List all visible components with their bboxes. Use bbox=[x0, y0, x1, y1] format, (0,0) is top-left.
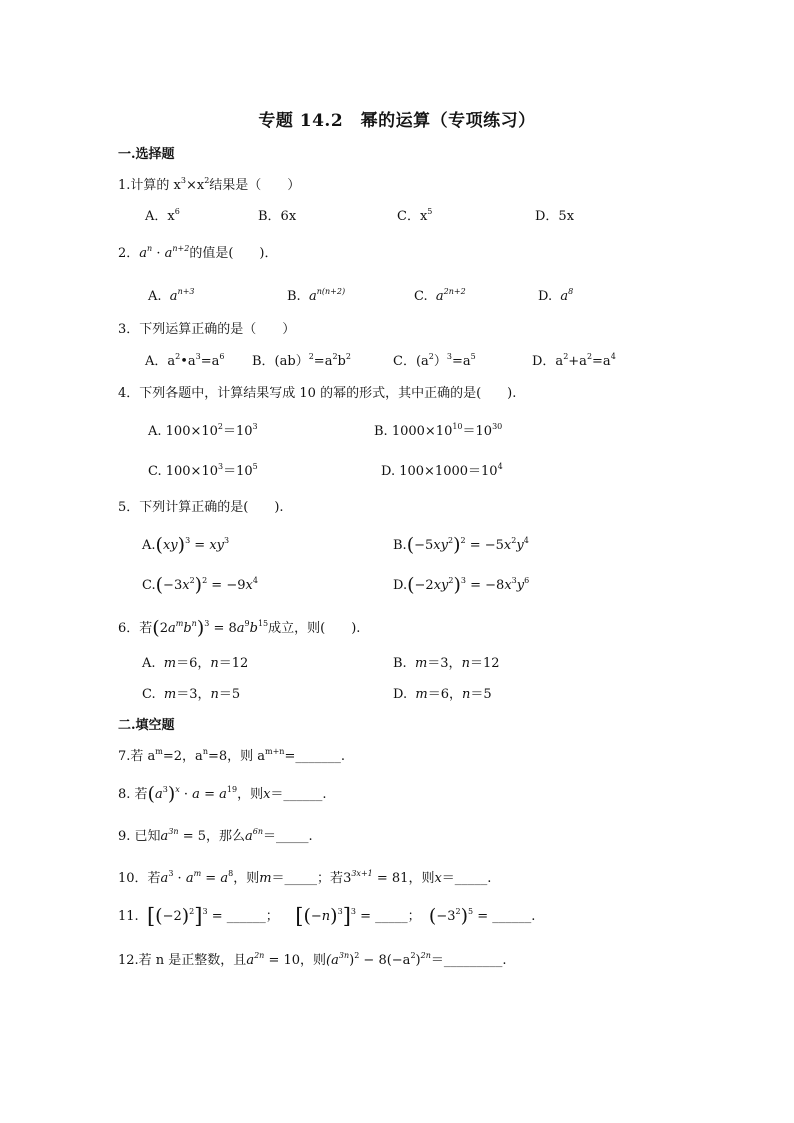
bracket: [ bbox=[295, 904, 304, 928]
question-1-option-d bbox=[535, 208, 574, 226]
text: 11. bbox=[118, 909, 139, 924]
text: ＝6， bbox=[176, 656, 211, 671]
text: x bbox=[182, 578, 190, 593]
sup: 3 bbox=[195, 352, 201, 361]
text: = bbox=[201, 871, 221, 886]
text: = −9 bbox=[207, 578, 246, 593]
text: x bbox=[503, 538, 512, 553]
question-4-option-a bbox=[148, 423, 258, 441]
sup: 4 bbox=[252, 576, 258, 585]
page-title: 专题 14.2 幂的运算（专项练习） bbox=[258, 111, 536, 131]
section-heading-choice: 一.选择题 bbox=[118, 147, 175, 162]
question-2-option-c bbox=[414, 288, 466, 306]
question-3-option-b bbox=[252, 353, 351, 371]
sup: 8 bbox=[568, 287, 574, 296]
sup: 2 bbox=[410, 951, 416, 960]
text: D. bbox=[393, 578, 408, 593]
question-1-option-c bbox=[397, 208, 432, 226]
text: a bbox=[245, 829, 253, 844]
text: m bbox=[163, 687, 177, 702]
sup: 2 bbox=[447, 536, 454, 545]
paren: ( bbox=[406, 534, 415, 556]
text: D．a bbox=[532, 354, 564, 369]
sup: 3 bbox=[202, 907, 208, 916]
question-6-option-d bbox=[393, 686, 492, 704]
text: A. bbox=[142, 656, 156, 671]
sup: 3 bbox=[460, 576, 466, 585]
question-6-option-b bbox=[393, 655, 499, 673]
sup: 2n+2 bbox=[443, 287, 466, 296]
sup: 2 bbox=[217, 422, 223, 431]
text: −3 bbox=[436, 909, 456, 924]
sup: 19 bbox=[226, 785, 238, 794]
text: •a bbox=[180, 354, 196, 369]
sup: 2 bbox=[332, 352, 338, 361]
text: · bbox=[152, 246, 165, 261]
text: 1.计算的 x bbox=[118, 178, 181, 193]
text: 9. 已知 bbox=[118, 829, 161, 844]
text: 的值是( )． bbox=[189, 246, 278, 261]
text: = 10，则 bbox=[264, 953, 327, 968]
text: 8. 若 bbox=[118, 787, 148, 802]
text: m bbox=[259, 871, 272, 886]
text: D. bbox=[393, 687, 408, 702]
text: a bbox=[164, 246, 173, 261]
text: A. bbox=[148, 289, 162, 304]
text: ) bbox=[349, 953, 355, 968]
text: −2 bbox=[162, 909, 182, 924]
text: xy bbox=[162, 538, 178, 553]
paren: ( bbox=[152, 617, 160, 639]
sup: 2 bbox=[455, 907, 461, 916]
question-1-option-a bbox=[145, 208, 180, 226]
text: ，则 bbox=[233, 871, 260, 886]
sup: 8 bbox=[228, 869, 234, 878]
sup: 4 bbox=[523, 536, 529, 545]
text: ） bbox=[433, 354, 447, 369]
paren: ) bbox=[453, 534, 461, 556]
sup: 30 bbox=[492, 422, 503, 431]
sup: 5 bbox=[427, 207, 433, 216]
text: a bbox=[192, 787, 200, 802]
sup: 3 bbox=[337, 907, 343, 916]
sup: n bbox=[147, 244, 153, 253]
sup: 4 bbox=[610, 352, 616, 361]
question-5-option-b bbox=[393, 536, 529, 555]
sup: n+3 bbox=[177, 287, 195, 296]
text: a bbox=[219, 787, 227, 802]
text: ＝______. bbox=[270, 787, 327, 802]
text: a bbox=[220, 871, 229, 886]
sup: 3x+1 bbox=[351, 869, 373, 878]
question-4-option-c bbox=[148, 463, 258, 481]
sup: 6 bbox=[219, 352, 225, 361]
text: ＝5 bbox=[218, 687, 241, 702]
question-5-option-c bbox=[142, 576, 258, 595]
sup: 3 bbox=[162, 785, 168, 794]
text: =a bbox=[592, 354, 611, 369]
text: 结果是（ ） bbox=[209, 178, 301, 193]
text: b bbox=[249, 621, 258, 636]
sup: 2 bbox=[511, 536, 517, 545]
text: 2 bbox=[159, 621, 168, 636]
question-5-stem: 5．下列计算正确的是( ). bbox=[118, 500, 284, 515]
text: a bbox=[154, 787, 163, 802]
sup: 5 bbox=[470, 352, 476, 361]
text: =8，则 a bbox=[207, 749, 266, 764]
sup: 3 bbox=[224, 536, 230, 545]
text: = _____； bbox=[355, 909, 421, 924]
paren: ( bbox=[147, 783, 155, 805]
text: ＝_____；若 bbox=[271, 871, 344, 886]
sup: 2 bbox=[428, 352, 434, 361]
text: a bbox=[560, 289, 569, 304]
question-2-option-d bbox=[538, 288, 573, 306]
text: m bbox=[415, 687, 428, 702]
paren: ) bbox=[460, 905, 469, 927]
text: D. bbox=[538, 289, 553, 304]
sup: m bbox=[193, 869, 202, 878]
text: 12.若 n 是正整数，且 bbox=[118, 953, 247, 968]
text: A．a bbox=[145, 354, 176, 369]
sup: 3 bbox=[204, 619, 210, 628]
question-7 bbox=[118, 748, 345, 766]
text: n bbox=[461, 656, 470, 671]
text: 10．若 bbox=[118, 871, 161, 886]
text: y bbox=[516, 578, 525, 593]
sup: m bbox=[175, 619, 184, 628]
question-8 bbox=[118, 785, 327, 804]
text: −5 bbox=[414, 538, 434, 553]
text: · bbox=[173, 871, 186, 886]
text: n bbox=[461, 687, 471, 702]
sup: 3 bbox=[168, 869, 174, 878]
sup: n+2 bbox=[172, 244, 190, 253]
paren: ( bbox=[428, 905, 437, 927]
text: − bbox=[310, 909, 322, 924]
text: = 8 bbox=[209, 621, 237, 636]
text: a bbox=[160, 829, 169, 844]
text: −3 bbox=[163, 578, 183, 593]
text: C. bbox=[142, 687, 156, 702]
sup: 3 bbox=[446, 352, 452, 361]
text: ＝10 bbox=[223, 424, 253, 439]
text: y bbox=[516, 538, 524, 553]
text: b bbox=[183, 621, 192, 636]
question-3-option-c bbox=[393, 353, 476, 371]
text: n bbox=[210, 687, 219, 702]
question-4-option-b bbox=[374, 423, 502, 441]
sup: n bbox=[202, 747, 208, 756]
paren: ( bbox=[155, 905, 163, 927]
sup: 2 bbox=[175, 352, 181, 361]
question-1-option-b bbox=[258, 208, 296, 226]
sup: 2 bbox=[204, 176, 210, 185]
sup: x bbox=[175, 785, 180, 794]
text: = −8 bbox=[465, 578, 505, 593]
sup: m bbox=[155, 747, 163, 756]
text: =a bbox=[313, 354, 333, 369]
question-3-option-d bbox=[532, 353, 616, 371]
question-3-stem: 3．下列运算正确的是（ ） bbox=[118, 322, 296, 337]
question-2-option-a bbox=[148, 288, 195, 306]
paren: ) bbox=[167, 783, 176, 805]
text: ＝3， bbox=[427, 656, 462, 671]
sup: 3 bbox=[350, 907, 356, 916]
text: +a bbox=[568, 354, 587, 369]
text: B．(ab） bbox=[252, 354, 309, 369]
paren: ( bbox=[407, 574, 415, 596]
text: a bbox=[435, 289, 444, 304]
sup: 2 bbox=[563, 352, 569, 361]
text: =a bbox=[451, 354, 471, 369]
text: A. bbox=[142, 538, 156, 553]
paren: ( bbox=[155, 574, 164, 596]
sup: 2 bbox=[189, 576, 195, 585]
sup: 2 bbox=[189, 907, 195, 916]
question-11 bbox=[118, 904, 536, 928]
paren: ( bbox=[303, 905, 311, 927]
text: =_______. bbox=[284, 749, 345, 764]
text: ＝6， bbox=[427, 687, 462, 702]
sup: n bbox=[191, 619, 197, 628]
text: xy bbox=[209, 538, 225, 553]
paren: ) bbox=[453, 574, 461, 596]
question-5-option-d bbox=[393, 576, 529, 595]
text: C．x bbox=[397, 209, 428, 224]
sup: 5 bbox=[252, 462, 258, 471]
text: C．(a bbox=[393, 354, 429, 369]
bracket: [ bbox=[146, 904, 156, 928]
question-6-option-c bbox=[142, 686, 240, 704]
sup: m+n bbox=[265, 747, 285, 756]
text: ＝12 bbox=[469, 656, 500, 671]
text: ＝12 bbox=[218, 656, 249, 671]
sup: 3 bbox=[252, 422, 258, 431]
sup: 2 bbox=[308, 352, 314, 361]
text: a bbox=[160, 871, 169, 886]
text: = 5，那么 bbox=[178, 829, 245, 844]
sup: 6n bbox=[252, 827, 264, 836]
sup: 2n bbox=[254, 951, 265, 960]
sup: 4 bbox=[497, 462, 503, 471]
question-12 bbox=[118, 952, 507, 970]
text: D．5x bbox=[535, 209, 575, 224]
paren: ) bbox=[194, 574, 203, 596]
question-3-option-a bbox=[145, 353, 225, 371]
text: ＝_________. bbox=[430, 953, 507, 968]
text: m bbox=[414, 656, 428, 671]
text: =2，a bbox=[162, 749, 203, 764]
text: = bbox=[199, 787, 220, 802]
text: ＝10 bbox=[462, 424, 493, 439]
text: a bbox=[167, 621, 176, 636]
text: xy bbox=[433, 538, 448, 553]
text: x bbox=[434, 871, 442, 886]
text: = ______； bbox=[207, 909, 279, 924]
text: D. 100×1000＝10 bbox=[381, 464, 498, 479]
text: = −5 bbox=[465, 538, 504, 553]
paren: ) bbox=[177, 534, 186, 556]
text: a bbox=[246, 953, 255, 968]
sup: 6 bbox=[524, 576, 530, 585]
sup: 2 bbox=[202, 576, 208, 585]
text: C. bbox=[414, 289, 428, 304]
text: ×x bbox=[185, 178, 205, 193]
text: n bbox=[210, 656, 219, 671]
text: −2 bbox=[414, 578, 434, 593]
text: m bbox=[163, 656, 177, 671]
section-heading-fill: 二.填空题 bbox=[118, 718, 175, 733]
text: 2． bbox=[118, 246, 140, 261]
question-6-option-a bbox=[142, 655, 248, 673]
text: C. 100×10 bbox=[148, 464, 218, 479]
text: ＝_____. bbox=[441, 871, 492, 886]
question-2-stem bbox=[118, 245, 277, 263]
paren: ( bbox=[155, 534, 163, 556]
sup: 3 bbox=[180, 176, 186, 185]
text: a bbox=[139, 246, 148, 261]
question-1-stem bbox=[118, 177, 300, 195]
text: A. 100×10 bbox=[148, 424, 218, 439]
text: ，则 bbox=[237, 787, 264, 802]
text: = 81，则 bbox=[372, 871, 435, 886]
text: x bbox=[245, 578, 253, 593]
text: B. 1000×10 bbox=[374, 424, 453, 439]
sup: n(n+2) bbox=[316, 287, 346, 296]
question-5-option-a bbox=[142, 536, 229, 555]
text: xy bbox=[433, 578, 449, 593]
text: − 8(−a bbox=[359, 953, 411, 968]
text: · bbox=[179, 787, 193, 802]
sup: 6 bbox=[174, 207, 180, 216]
text: (a bbox=[326, 953, 339, 968]
text: n bbox=[321, 909, 331, 924]
text: B. bbox=[287, 289, 301, 304]
text: ＝10 bbox=[223, 464, 253, 479]
sup: 5 bbox=[468, 907, 474, 916]
paren: ) bbox=[196, 617, 205, 639]
sup: 2 bbox=[345, 352, 351, 361]
text: = ______. bbox=[473, 909, 536, 924]
text: a bbox=[185, 871, 194, 886]
text: ＝3， bbox=[176, 687, 211, 702]
sup: 9 bbox=[244, 619, 250, 628]
sup: 3n bbox=[168, 827, 179, 836]
text: = bbox=[190, 538, 210, 553]
text: B. bbox=[393, 656, 407, 671]
paren: ) bbox=[330, 905, 338, 927]
text: 成立，则( ). bbox=[268, 621, 361, 636]
text: 7.若 a bbox=[118, 749, 156, 764]
text: x bbox=[263, 787, 271, 802]
text: ) bbox=[415, 953, 421, 968]
text: a bbox=[236, 621, 245, 636]
text: 6．若 bbox=[118, 621, 153, 636]
sup: 3n bbox=[338, 951, 350, 960]
question-4-stem: 4．下列各题中，计算结果写成 10 的幂的形式，其中正确的是( ). bbox=[118, 386, 517, 401]
text: =a bbox=[200, 354, 220, 369]
bracket: ] bbox=[342, 904, 351, 928]
text: b bbox=[337, 354, 346, 369]
question-10 bbox=[118, 870, 491, 888]
bracket: ] bbox=[194, 904, 203, 928]
text: a bbox=[308, 289, 317, 304]
paren: ) bbox=[181, 905, 190, 927]
text: B．6x bbox=[258, 209, 297, 224]
sup: 15 bbox=[257, 619, 269, 628]
sup: 3 bbox=[185, 536, 191, 545]
sup: 2n bbox=[420, 951, 431, 960]
sup: 2 bbox=[354, 951, 360, 960]
sup: 10 bbox=[452, 422, 463, 431]
text: B. bbox=[393, 538, 407, 553]
sup: 2 bbox=[460, 536, 466, 545]
text: ＝_____. bbox=[263, 829, 313, 844]
text: x bbox=[504, 578, 512, 593]
question-6-stem bbox=[118, 619, 360, 638]
sup: 2 bbox=[448, 576, 454, 585]
text: ＝5 bbox=[470, 687, 492, 702]
question-4-option-d bbox=[381, 463, 503, 481]
sup: 2 bbox=[586, 352, 593, 361]
text: C. bbox=[142, 578, 156, 593]
text: 3 bbox=[343, 871, 352, 886]
text: a bbox=[169, 289, 178, 304]
sup: 3 bbox=[511, 576, 517, 585]
question-9 bbox=[118, 828, 313, 846]
question-2-option-b bbox=[287, 288, 345, 306]
text: A．x bbox=[145, 209, 175, 224]
sup: 3 bbox=[218, 462, 224, 471]
